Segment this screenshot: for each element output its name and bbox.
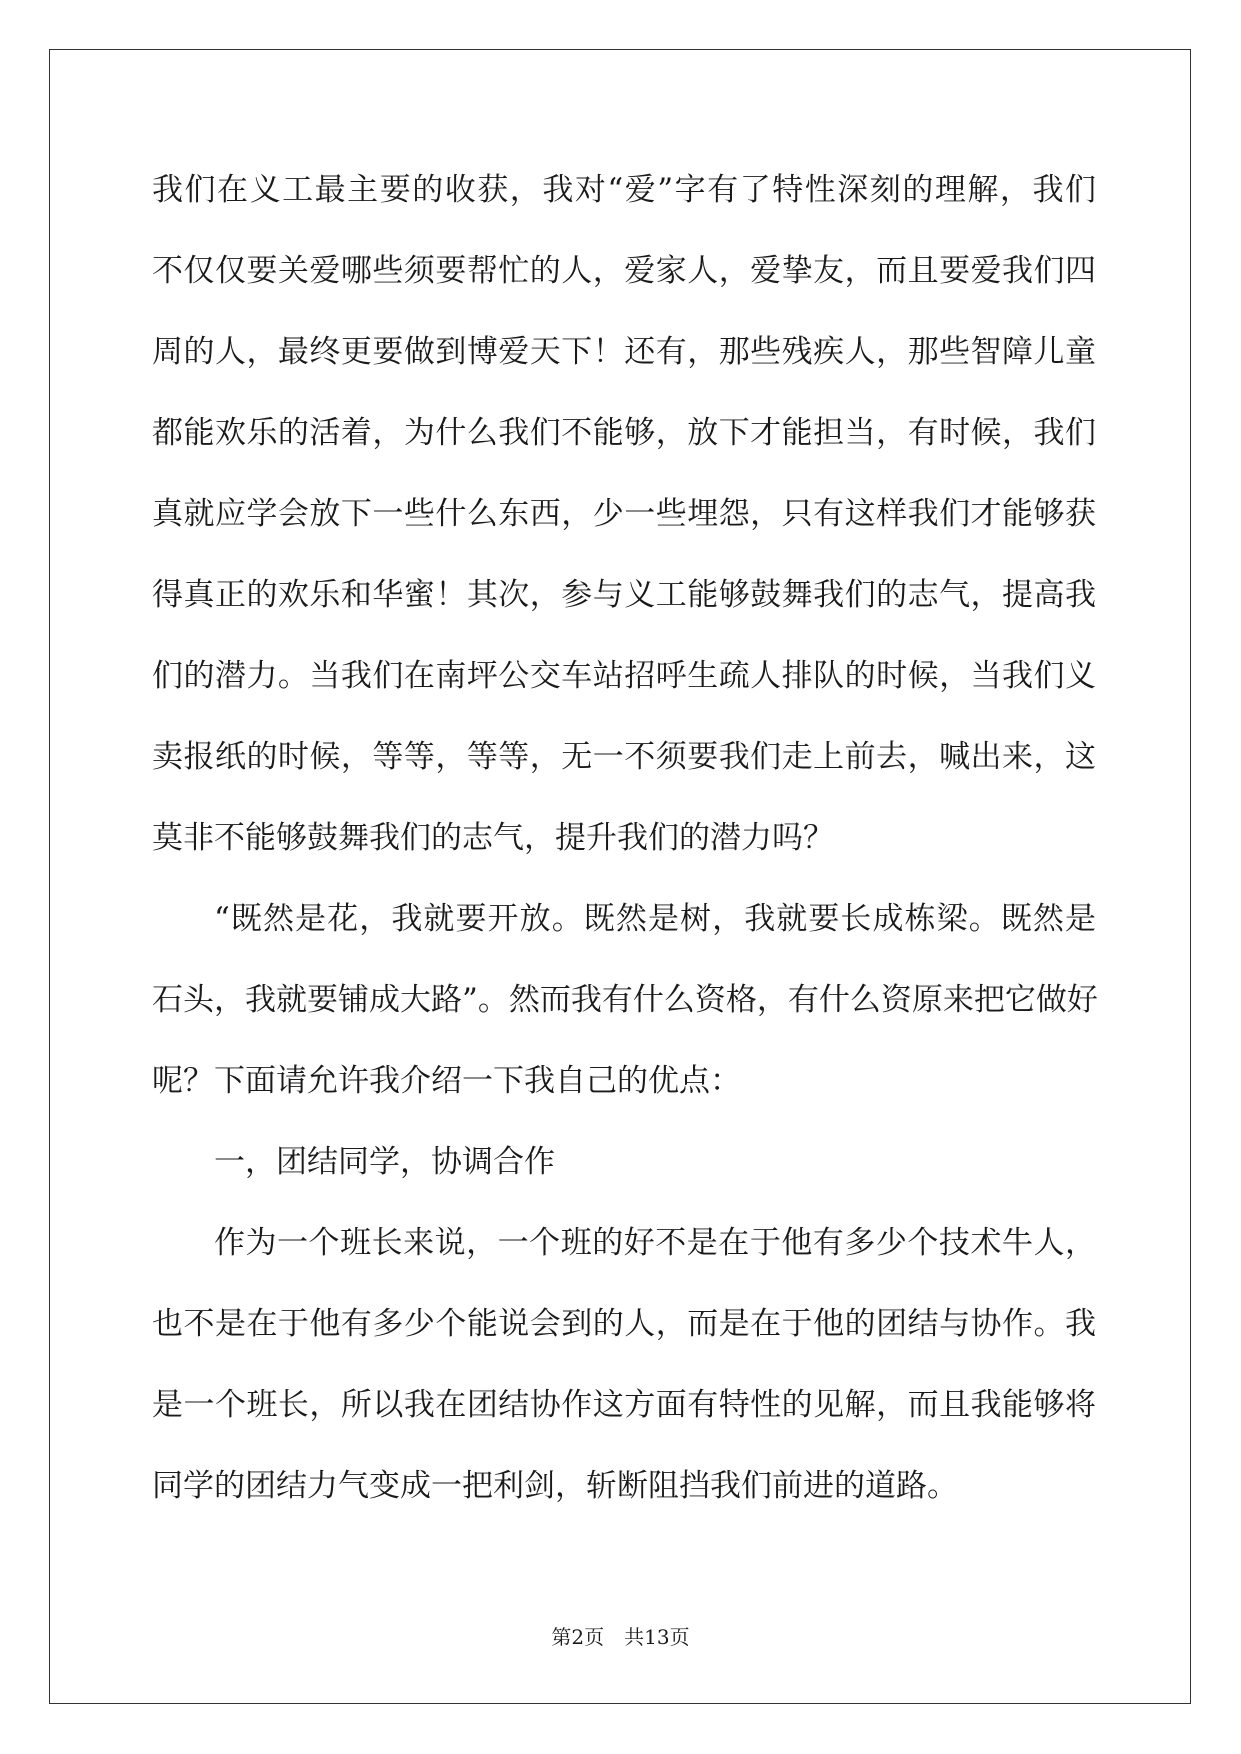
text-line: 石头，我就要铺成大路”。然而我有什么资格，有什么资原来把它做好 (152, 982, 1098, 1018)
text-line: 周的人，最终更要做到博爱天下！还有，那些残疾人，那些智障儿童 (152, 334, 1096, 370)
text-line: 卖报纸的时候，等等，等等，无一不须要我们走上前去，喊出来，这 (152, 739, 1096, 775)
text-line: 我们在义工最主要的收获，我对“爱”字有了特性深刻的理解，我们 (152, 172, 1096, 208)
text-line: “既然是花，我就要开放。既然是树，我就要长成栋梁。既然是 (214, 901, 1096, 937)
text-line: 得真正的欢乐和华蜜！其次，参与义工能够鼓舞我们的志气，提高我 (152, 577, 1096, 613)
text-line: 同学的团结力气变成一把利剑，斩断阻挡我们前进的道路。 (152, 1468, 958, 1504)
text-line: 莫非不能够鼓舞我们的志气，提升我们的潜力吗？ (152, 820, 834, 856)
document-body (152, 162, 1096, 1539)
text-line: 呢？下面请允许我介绍一下我自己的优点： (152, 1063, 741, 1099)
section-heading: 一，团结同学，协调合作 (214, 1144, 555, 1180)
text-line: 作为一个班长来说，一个班的好不是在于他有多少个技术牛人， (214, 1225, 1096, 1261)
text-line: 都能欢乐的活着，为什么我们不能够，放下才能担当，有时候，我们 (152, 415, 1096, 451)
page-number-footer: 第2页 共13页 (551, 1625, 690, 1649)
text-line: 们的潜力。当我们在南坪公交车站招呼生疏人排队的时候，当我们义 (152, 658, 1096, 694)
text-line: 不仅仅要关爱哪些须要帮忙的人，爱家人，爱挚友，而且要爱我们四 (152, 253, 1096, 289)
text-line: 也不是在于他有多少个能说会到的人，而是在于他的团结与协作。我 (152, 1306, 1096, 1342)
text-line: 真就应学会放下一些什么东西，少一些埋怨，只有这样我们才能够获 (152, 496, 1096, 532)
text-line: 是一个班长，所以我在团结协作这方面有特性的见解，而且我能够将 (152, 1387, 1096, 1423)
